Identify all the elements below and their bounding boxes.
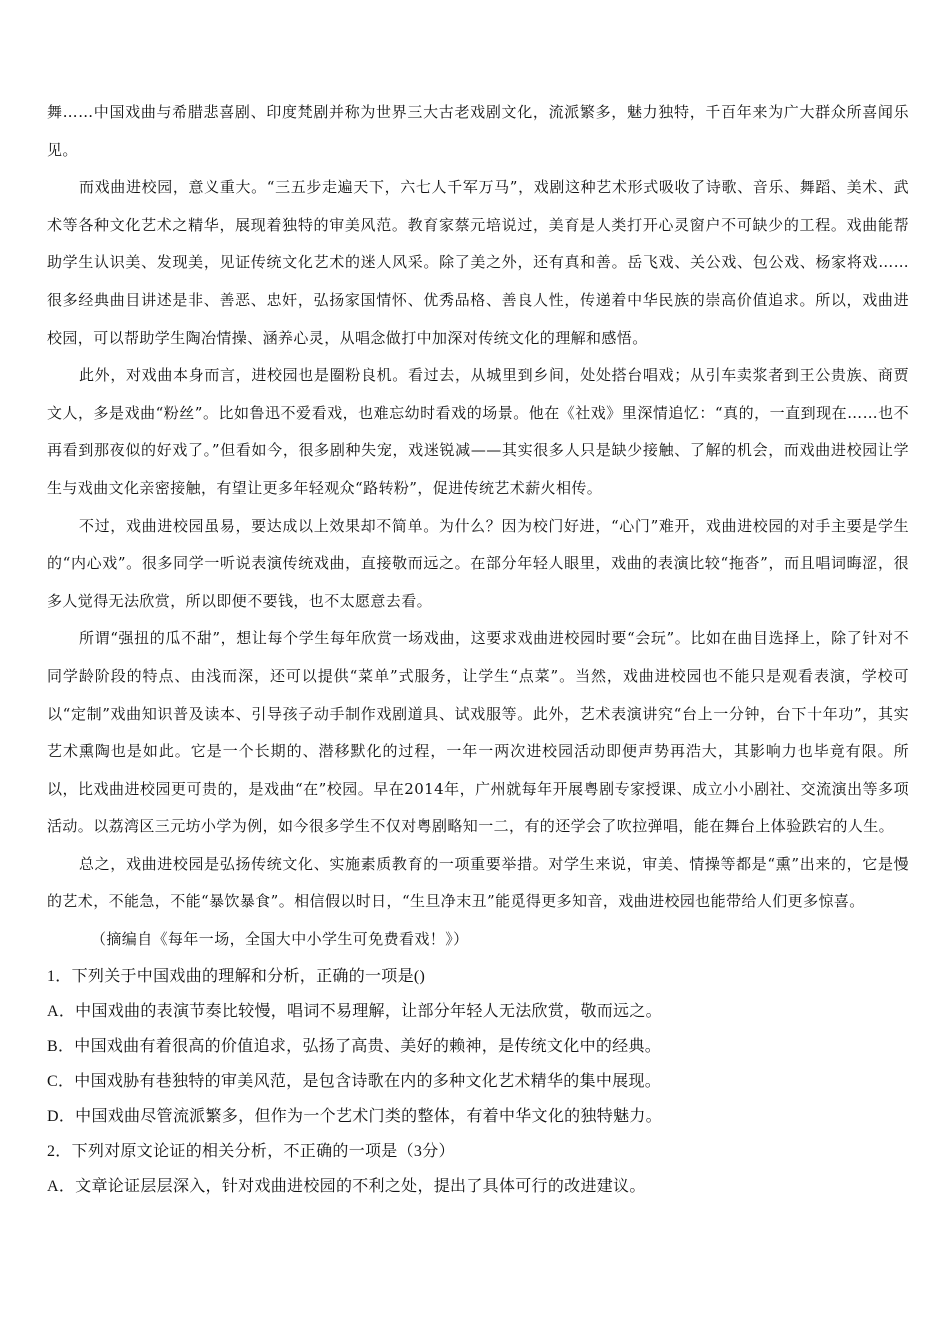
question-option-a: A．文章论证层层深入，针对戏曲进校园的不利之处，提出了具体可行的改进建议。 — [47, 1177, 646, 1195]
question-1 — [47, 959, 909, 1134]
document-page — [47, 94, 909, 1204]
question-option-a: A．中国戏曲的表演节奏比较慢，唱词不易理解，让部分年轻人无法欣赏，敬而远之。 — [47, 1002, 662, 1020]
question-2 — [47, 1134, 909, 1204]
question-stem: 1．下列关于中国戏曲的理解和分析，正确的一项是() — [47, 967, 426, 985]
question-option-d: D．中国戏曲尽管流派繁多，但作为一个艺术门类的整体，有着中华文化的独特魅力。 — [47, 1107, 662, 1125]
article-paragraph-2: 而戏曲进校园，意义重大。“三五步走遍天下，六七人千军万马”，戏剧这种艺术形式吸收了诗歌、音乐、舞蹈、美术、武术等各种文化艺术之精华，展现着独特的审美风范。教育家蔡元培说过，美育是人类打开心灵窗户不可缺少的工程。戏曲能帮助学生认识美、发现美，见证传统文化艺术的迷人风采。除了美之外，还有真和善。岳飞戏、关公戏、包公戏、杨家将戏……很多经典曲目讲述是非、善恶、忠奸，弘扬家国情怀、优秀品格、善良人性，传递着中华民族的崇高价值追求。所以，戏曲进校园，可以帮助学生陶冶情操、涵养心灵，从唱念做打中加深对传统文化的理解和感悟。 — [47, 178, 909, 347]
article-paragraph-5: 所谓“强扭的瓜不甜”，想让每个学生每年欣赏一场戏曲，这要求戏曲进校园时要“会玩”。比如在曲目选择上，除了针对不同学龄阶段的特点、由浅而深，还可以提供“菜单”式服务，让学生“点菜”。当然，戏曲进校园也不能只是观看表演，学校可以“定制”戏曲知识普及读本、引导孩子动手制作戏剧道具、试戏服等。此外，艺术表演讲究“台上一分钟，台下十年功”，其实艺术熏陶也是如此。它是一个长期的、潜移默化的过程，一年一两次进校园活动即便声势再浩大，其影响力也毕竟有限。所以，比戏曲进校园更可贵的，是戏曲“在”校园。早在2014年，广州就每年开展粤剧专家授课、成立小小剧社、交流演出等多项活动。以荔湾区三元坊小学为例，如今很多学生不仅对粤剧略知一二，有的还学会了吹拉弹唱，能在舞台上体验跌宕的人生。 — [47, 629, 909, 836]
question-option-c: C．中国戏胁有巷独特的审美风范，是包含诗歌在内的多种文化艺术精华的集中展现。 — [47, 1072, 662, 1090]
article-paragraph-6: 总之，戏曲进校园是弘扬传统文化、实施素质教育的一项重要举措。对学生来说，审美、情操等都是“熏”出来的，它是慢的艺术，不能急，不能“暴饮暴食”。相信假以时日，“生旦净末丑”能觅得更多知音，戏曲进校园也能带给人们更多惊喜。 — [47, 854, 909, 911]
article-source: （摘编自《每年一场，全国大中小学生可免费看戏！》） — [91, 930, 469, 949]
question-option-b: B．中国戏曲有着很高的价值追求，弘扬了高贵、美好的赖神，是传统文化中的经典。 — [47, 1037, 662, 1055]
article-paragraph-1: 舞……中国戏曲与希腊悲喜剧、印度梵剧并称为世界三大古老戏剧文化，流派繁多，魅力独特，千百年来为广大群众所喜闻乐见。 — [47, 103, 909, 159]
question-stem: 2．下列对原文论证的相关分析，不正确的一项是（3分） — [47, 1142, 455, 1160]
article-paragraph-4: 不过，戏曲进校园虽易，要达成以上效果却不简单。为什么？因为校门好进，“心门”难开，戏曲进校园的对手主要是学生的“内心戏”。很多同学一听说表演传统戏曲，直接敬而远之。在部分年轻人眼里，戏曲的表演比较“拖沓”，而且唱词晦涩，很多人觉得无法欣赏，所以即便不要钱，也不太愿意去看。 — [47, 516, 909, 610]
article-paragraph-3: 此外，对戏曲本身而言，进校园也是圈粉良机。看过去，从城里到乡间，处处搭台唱戏；从引车卖浆者到王公贵族、商贾文人，多是戏曲“粉丝”。比如鲁迅不爱看戏，也难忘幼时看戏的场景。他在《社戏》里深情追忆：“真的，一直到现在……也不再看到那夜似的好戏了。”但看如今，很多剧种失宠，戏迷锐减——其实很多人只是缺少接触、了解的机会，而戏曲进校园让学生与戏曲文化亲密接触，有望让更多年轻观众“路转粉”，促进传统艺术薪火相传。 — [47, 366, 909, 497]
